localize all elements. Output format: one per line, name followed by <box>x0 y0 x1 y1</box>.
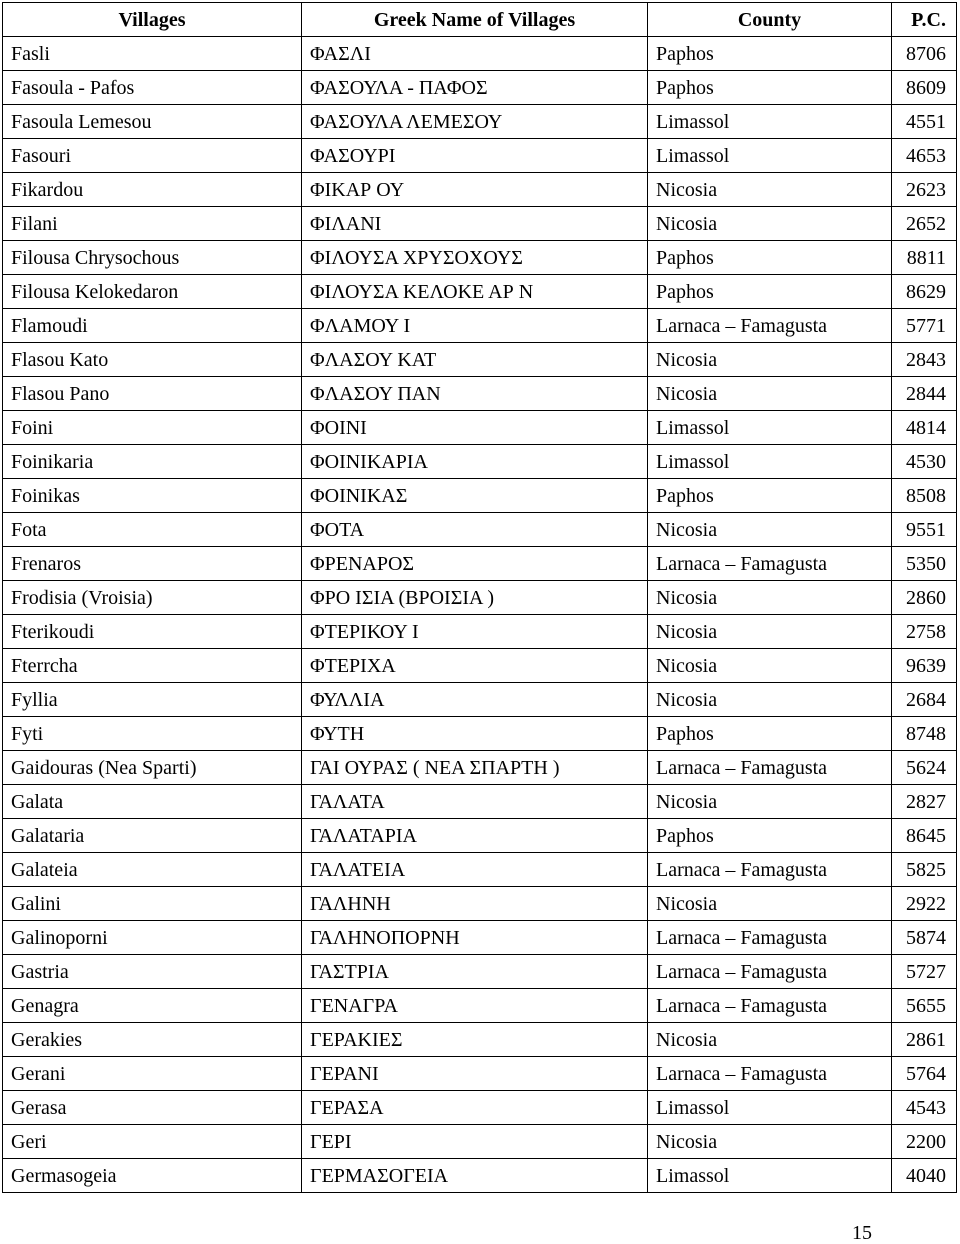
postal-code-cell: 2684 <box>892 683 957 717</box>
village-name-cell: Foinikas <box>3 479 302 513</box>
postal-code-cell: 2922 <box>892 887 957 921</box>
postal-code-cell: 4551 <box>892 105 957 139</box>
table-row <box>3 71 957 105</box>
postal-code-cell: 4040 <box>892 1159 957 1193</box>
greek-name-cell: ΓΑΛΑΤΑΡΙΑ <box>302 819 648 853</box>
county-cell: Limassol <box>648 139 892 173</box>
greek-name-cell: ΓΕΝΑΓΡΑ <box>302 989 648 1023</box>
county-cell: Limassol <box>648 1159 892 1193</box>
village-name-cell: Galataria <box>3 819 302 853</box>
greek-name-cell: ΓΑΣΤΡΙΑ <box>302 955 648 989</box>
table-row <box>3 207 957 241</box>
postal-code-cell: 8706 <box>892 37 957 71</box>
county-cell: Paphos <box>648 479 892 513</box>
village-name-cell: Frodisia (Vroisia) <box>3 581 302 615</box>
table-row <box>3 1023 957 1057</box>
villages-table <box>2 2 957 1193</box>
county-cell: Nicosia <box>648 581 892 615</box>
village-name-cell: Gerasa <box>3 1091 302 1125</box>
table-row <box>3 377 957 411</box>
village-name-cell: Gastria <box>3 955 302 989</box>
greek-name-cell: ΓΑΙ ΟΥΡΑΣ ( ΝΕΑ ΣΠΑΡΤΗ ) <box>302 751 648 785</box>
village-name-cell: Fyllia <box>3 683 302 717</box>
postal-code-cell: 4653 <box>892 139 957 173</box>
table-row <box>3 275 957 309</box>
greek-name-cell: ΦΑΣΟΥΛΑ ΛΕΜΕΣΟΥ <box>302 105 648 139</box>
village-name-cell: Fasli <box>3 37 302 71</box>
table-row <box>3 785 957 819</box>
county-cell: Limassol <box>648 105 892 139</box>
table-row <box>3 411 957 445</box>
village-name-cell: Flasou Kato <box>3 343 302 377</box>
county-cell: Nicosia <box>648 1023 892 1057</box>
village-name-cell: Galata <box>3 785 302 819</box>
greek-name-cell: ΦΟΙΝΙ <box>302 411 648 445</box>
greek-name-cell: ΦΟΙΝΙΚΑΡΙΑ <box>302 445 648 479</box>
county-cell: Larnaca – Famagusta <box>648 853 892 887</box>
village-name-cell: Galinoporni <box>3 921 302 955</box>
postal-code-cell: 8811 <box>892 241 957 275</box>
table-row <box>3 37 957 71</box>
county-cell: Nicosia <box>648 343 892 377</box>
village-name-cell: Foini <box>3 411 302 445</box>
postal-code-cell: 2200 <box>892 1125 957 1159</box>
table-row <box>3 479 957 513</box>
postal-code-cell: 8609 <box>892 71 957 105</box>
header-postal-code: P.C. <box>892 3 957 37</box>
postal-code-cell: 5727 <box>892 955 957 989</box>
greek-name-cell: ΦΙΚΑΡ ΟΥ <box>302 173 648 207</box>
postal-code-cell: 2843 <box>892 343 957 377</box>
county-cell: Larnaca – Famagusta <box>648 547 892 581</box>
greek-name-cell: ΦΙΛΟΥΣΑ ΚΕΛΟΚΕ ΑΡ Ν <box>302 275 648 309</box>
table-row <box>3 343 957 377</box>
village-name-cell: Geri <box>3 1125 302 1159</box>
table-row <box>3 989 957 1023</box>
postal-code-cell: 8645 <box>892 819 957 853</box>
county-cell: Nicosia <box>648 649 892 683</box>
county-cell: Limassol <box>648 1091 892 1125</box>
postal-code-cell: 2623 <box>892 173 957 207</box>
postal-code-cell: 2844 <box>892 377 957 411</box>
village-name-cell: Frenaros <box>3 547 302 581</box>
table-row <box>3 173 957 207</box>
county-cell: Paphos <box>648 819 892 853</box>
table-row <box>3 1057 957 1091</box>
village-name-cell: Fasoula - Pafos <box>3 71 302 105</box>
header-row <box>3 3 957 37</box>
header-villages: Villages <box>3 3 302 37</box>
table-row <box>3 649 957 683</box>
greek-name-cell: ΓΑΛΗΝΗ <box>302 887 648 921</box>
postal-code-cell: 4543 <box>892 1091 957 1125</box>
county-cell: Larnaca – Famagusta <box>648 751 892 785</box>
county-cell: Nicosia <box>648 513 892 547</box>
greek-name-cell: ΓΕΡΑΝΙ <box>302 1057 648 1091</box>
greek-name-cell: ΦΑΣΛΙ <box>302 37 648 71</box>
greek-name-cell: ΓΑΛΑΤΑ <box>302 785 648 819</box>
greek-name-cell: ΦΥΤΗ <box>302 717 648 751</box>
table-row <box>3 683 957 717</box>
greek-name-cell: ΦΡΟ ΙΣΙΑ (ΒΡΟΙΣΙΑ ) <box>302 581 648 615</box>
village-name-cell: Flamoudi <box>3 309 302 343</box>
village-name-cell: Gerani <box>3 1057 302 1091</box>
postal-code-cell: 2860 <box>892 581 957 615</box>
postal-code-cell: 5825 <box>892 853 957 887</box>
postal-code-cell: 2652 <box>892 207 957 241</box>
county-cell: Nicosia <box>648 683 892 717</box>
postal-code-cell: 5771 <box>892 309 957 343</box>
greek-name-cell: ΦΡΕΝΑΡΟΣ <box>302 547 648 581</box>
county-cell: Nicosia <box>648 377 892 411</box>
village-name-cell: Filousa Chrysochous <box>3 241 302 275</box>
table-row <box>3 717 957 751</box>
village-name-cell: Foinikaria <box>3 445 302 479</box>
village-name-cell: Fterikoudi <box>3 615 302 649</box>
table-row <box>3 1159 957 1193</box>
postal-code-cell: 8508 <box>892 479 957 513</box>
postal-code-cell: 9551 <box>892 513 957 547</box>
postal-code-cell: 5655 <box>892 989 957 1023</box>
table-row <box>3 445 957 479</box>
village-name-cell: Fasoula Lemesou <box>3 105 302 139</box>
village-name-cell: Galini <box>3 887 302 921</box>
greek-name-cell: ΦΟΤΑ <box>302 513 648 547</box>
village-name-cell: Gaidouras (Nea Sparti) <box>3 751 302 785</box>
greek-name-cell: ΦΛΑΣΟΥ ΠΑΝ <box>302 377 648 411</box>
greek-name-cell: ΦΛΑΣΟΥ ΚΑΤ <box>302 343 648 377</box>
table-row <box>3 581 957 615</box>
table-row <box>3 1091 957 1125</box>
table-row <box>3 241 957 275</box>
postal-code-cell: 2758 <box>892 615 957 649</box>
table-row <box>3 309 957 343</box>
village-name-cell: Fyti <box>3 717 302 751</box>
county-cell: Nicosia <box>648 785 892 819</box>
postal-code-cell: 5350 <box>892 547 957 581</box>
greek-name-cell: ΓΑΛΑΤΕΙΑ <box>302 853 648 887</box>
county-cell: Larnaca – Famagusta <box>648 955 892 989</box>
greek-name-cell: ΓΕΡΜΑΣΟΓΕΙΑ <box>302 1159 648 1193</box>
postal-code-cell: 5874 <box>892 921 957 955</box>
village-name-cell: Flasou Pano <box>3 377 302 411</box>
county-cell: Paphos <box>648 37 892 71</box>
table-row <box>3 1125 957 1159</box>
table-row <box>3 139 957 173</box>
greek-name-cell: ΓΑΛΗΝΟΠΟΡΝΗ <box>302 921 648 955</box>
greek-name-cell: ΦΑΣΟΥΛΑ - ΠΑΦΟΣ <box>302 71 648 105</box>
postal-code-cell: 2827 <box>892 785 957 819</box>
table-row <box>3 751 957 785</box>
county-cell: Limassol <box>648 445 892 479</box>
greek-name-cell: ΦΑΣΟΥΡΙ <box>302 139 648 173</box>
page-number: 15 <box>852 1222 872 1244</box>
village-name-cell: Filani <box>3 207 302 241</box>
county-cell: Nicosia <box>648 173 892 207</box>
greek-name-cell: ΦΤΕΡΙΧΑ <box>302 649 648 683</box>
postal-code-cell: 2861 <box>892 1023 957 1057</box>
table-body <box>3 37 957 1193</box>
postal-code-cell: 5764 <box>892 1057 957 1091</box>
table-row <box>3 853 957 887</box>
county-cell: Nicosia <box>648 1125 892 1159</box>
village-name-cell: Gerakies <box>3 1023 302 1057</box>
header-greek-name: Greek Name of Villages <box>302 3 648 37</box>
county-cell: Paphos <box>648 71 892 105</box>
postal-code-cell: 4530 <box>892 445 957 479</box>
village-name-cell: Filousa Kelokedaron <box>3 275 302 309</box>
county-cell: Larnaca – Famagusta <box>648 1057 892 1091</box>
postal-code-cell: 8748 <box>892 717 957 751</box>
county-cell: Larnaca – Famagusta <box>648 309 892 343</box>
greek-name-cell: ΦΛΑΜΟΥ Ι <box>302 309 648 343</box>
county-cell: Larnaca – Famagusta <box>648 921 892 955</box>
village-name-cell: Germasogeia <box>3 1159 302 1193</box>
postal-code-cell: 5624 <box>892 751 957 785</box>
table-row <box>3 819 957 853</box>
table-row <box>3 547 957 581</box>
header-county: County <box>648 3 892 37</box>
village-name-cell: Galateia <box>3 853 302 887</box>
greek-name-cell: ΓΕΡΑΣΑ <box>302 1091 648 1125</box>
village-name-cell: Fikardou <box>3 173 302 207</box>
greek-name-cell: ΦΟΙΝΙΚΑΣ <box>302 479 648 513</box>
table-row <box>3 105 957 139</box>
table-row <box>3 615 957 649</box>
table-row <box>3 955 957 989</box>
county-cell: Nicosia <box>648 615 892 649</box>
table-row <box>3 887 957 921</box>
county-cell: Paphos <box>648 275 892 309</box>
postal-code-cell: 9639 <box>892 649 957 683</box>
table-row <box>3 513 957 547</box>
village-name-cell: Fterrcha <box>3 649 302 683</box>
table-row <box>3 921 957 955</box>
county-cell: Nicosia <box>648 207 892 241</box>
postal-code-cell: 8629 <box>892 275 957 309</box>
county-cell: Nicosia <box>648 887 892 921</box>
county-cell: Larnaca – Famagusta <box>648 989 892 1023</box>
greek-name-cell: ΦΥΛΛΙΑ <box>302 683 648 717</box>
county-cell: Paphos <box>648 241 892 275</box>
village-name-cell: Fasouri <box>3 139 302 173</box>
greek-name-cell: ΦΙΛΑΝΙ <box>302 207 648 241</box>
county-cell: Limassol <box>648 411 892 445</box>
greek-name-cell: ΦΤΕΡΙΚΟΥ Ι <box>302 615 648 649</box>
greek-name-cell: ΓΕΡΙ <box>302 1125 648 1159</box>
postal-code-cell: 4814 <box>892 411 957 445</box>
greek-name-cell: ΦΙΛΟΥΣΑ ΧΡΥΣΟΧΟΥΣ <box>302 241 648 275</box>
village-name-cell: Fota <box>3 513 302 547</box>
village-name-cell: Genagra <box>3 989 302 1023</box>
county-cell: Paphos <box>648 717 892 751</box>
greek-name-cell: ΓΕΡΑΚΙΕΣ <box>302 1023 648 1057</box>
table-header <box>3 3 957 37</box>
